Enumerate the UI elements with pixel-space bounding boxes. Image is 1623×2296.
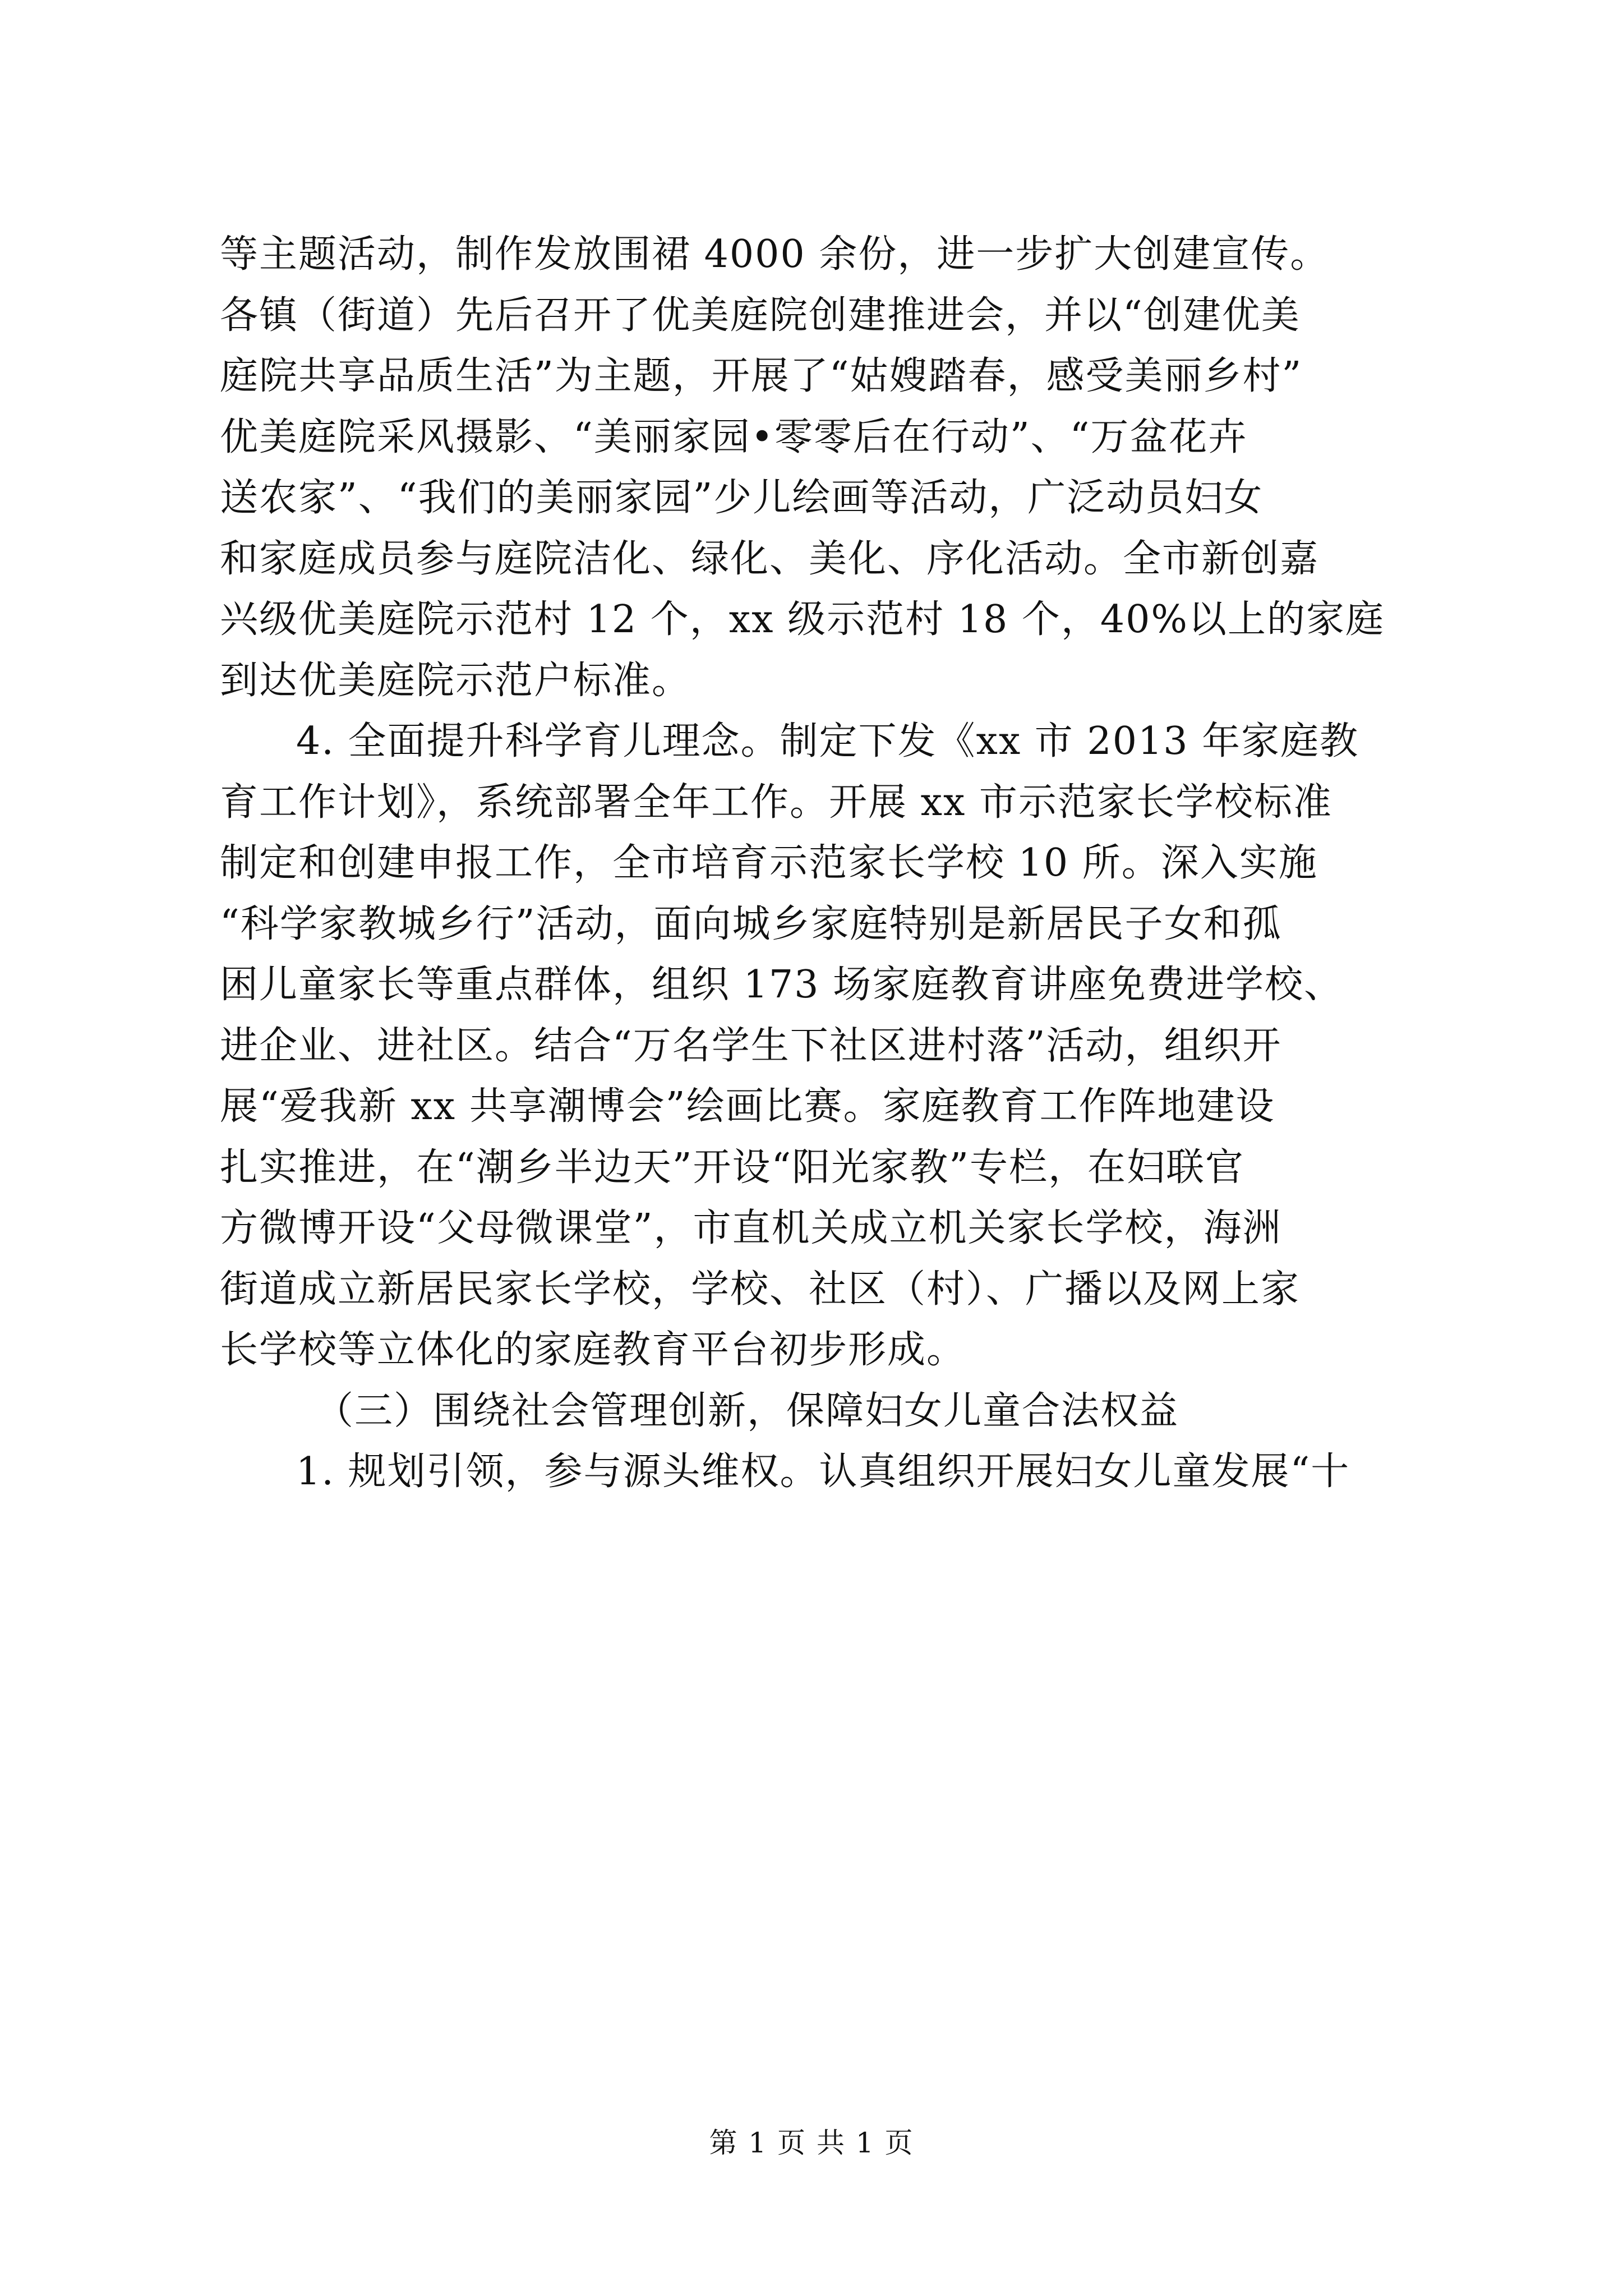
body-line: 方微博开设“父母微课堂”，市直机关成立机关家长学校，海洲 — [220, 1206, 1282, 1250]
paragraph-4-first-line: 4. 全面提升科学育儿理念。制定下发《xx 市 2013 年家庭教 — [296, 719, 1359, 763]
body-line: 送农家”、“我们的美丽家园”少儿绘画等活动，广泛动员妇女 — [220, 476, 1264, 520]
body-line: 扎实推进，在“潮乡半边天”开设“阳光家教”专栏，在妇联官 — [220, 1145, 1245, 1190]
body-line: “科学家教城乡行”活动，面向城乡家庭特别是新居民子女和孤 — [220, 901, 1282, 946]
paragraph-1-first-line: 1. 规划引领，参与源头维权。认真组织开展妇女儿童发展“十 — [296, 1450, 1350, 1494]
body-line: 等主题活动，制作发放围裙 4000 余份，进一步扩大创建宣传。 — [220, 232, 1330, 277]
body-line: 兴级优美庭院示范村 12 个，xx 级示范村 18 个，40%以上的家庭 — [220, 597, 1385, 642]
document-body — [220, 224, 1426, 1503]
body-line: 庭院共享品质生活”为主题，开展了“姑嫂踏春，感受美丽乡村” — [220, 354, 1303, 398]
body-line: 困儿童家长等重点群体，组织 173 场家庭教育讲座免费进学校、 — [220, 963, 1344, 1007]
body-line: 和家庭成员参与庭院洁化、绿化、美化、序化活动。全市新创嘉 — [220, 536, 1320, 581]
body-line: 育工作计划》，系统部署全年工作。开展 xx 市示范家长学校标准 — [220, 780, 1332, 825]
body-line: 制定和创建申报工作，全市培育示范家长学校 10 所。深入实施 — [220, 841, 1318, 885]
body-line: 展“爱我新 xx 共享潮博会”绘画比赛。家庭教育工作阵地建设 — [220, 1084, 1275, 1129]
body-line: 长学校等立体化的家庭教育平台初步形成。 — [220, 1328, 966, 1372]
page-footer: 第 1 页 共 1 页 — [709, 2127, 914, 2159]
section-heading: （三）围绕社会管理创新，保障妇女儿童合法权益 — [315, 1388, 1179, 1433]
body-line: 优美庭院采风摄影、“美丽家园•零零后在行动”、“万盆花卉 — [220, 415, 1248, 459]
body-line: 到达优美庭院示范户标准。 — [220, 658, 691, 703]
body-line: 进企业、进社区。结合“万名学生下社区进村落”活动，组织开 — [220, 1023, 1282, 1068]
body-line: 街道成立新居民家长学校，学校、社区（村）、广播以及网上家 — [220, 1267, 1301, 1312]
body-line: 各镇（街道）先后召开了优美庭院创建推进会，并以“创建优美 — [220, 293, 1301, 338]
